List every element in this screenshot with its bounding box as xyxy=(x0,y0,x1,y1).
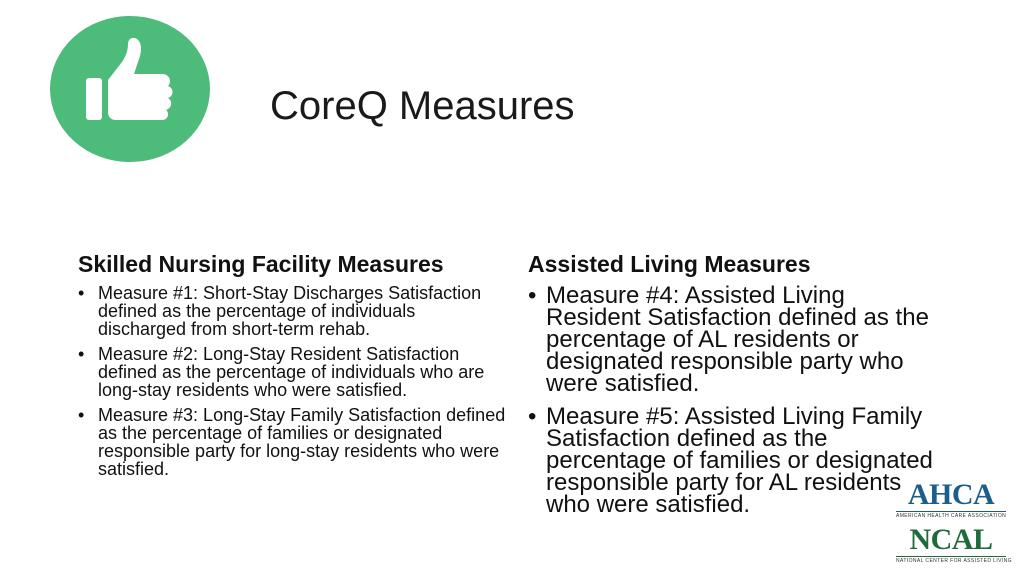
bullet: • xyxy=(78,405,85,425)
measure-text: Measure #2: Long-Stay Resident Satisfaction defined as the percentage of individuals who are long-stay residents who were satisfied. xyxy=(98,344,485,400)
al-heading: Assisted Living Measures xyxy=(528,251,811,277)
association-logos xyxy=(896,478,1012,564)
ncal-logo-text: NCAL xyxy=(909,523,993,556)
thumbs-up-badge xyxy=(50,16,210,162)
measure-text: Measure #3: Long-Stay Family Satisfaction defined as the percentage of families or designated responsible party for long-stay residents who were satisfied. xyxy=(98,405,506,479)
measure-text: Measure #1: Short-Stay Discharges Satisfaction defined as the percentage of individuals discharged from short-term rehab. xyxy=(98,283,482,339)
bullet: • xyxy=(528,403,537,430)
thumbs-up-icon xyxy=(50,16,210,162)
snf-measure-list xyxy=(78,284,508,478)
measure-text: Measure #5: Assisted Living Family Satisfaction defined as the percentage of families or designated responsible party for AL residents who were satisfied. xyxy=(546,403,933,518)
bullet: • xyxy=(78,283,85,303)
list-item xyxy=(528,282,938,397)
list-item xyxy=(78,345,508,399)
ahca-logo-subtitle: AMERICAN HEALTH CARE ASSOCIATION xyxy=(896,513,1007,519)
list-item xyxy=(78,284,508,338)
al-measures-column xyxy=(528,250,938,516)
ahca-logo-text: AHCA xyxy=(907,478,995,511)
al-measure-list xyxy=(528,282,938,518)
snf-heading: Skilled Nursing Facility Measures xyxy=(78,251,444,277)
ncal-logo xyxy=(896,523,1012,564)
ahca-logo xyxy=(896,480,1006,519)
list-item xyxy=(528,403,938,518)
bullet: • xyxy=(528,282,537,309)
slide-title: CoreQ Measures xyxy=(270,84,575,128)
list-item xyxy=(78,406,508,478)
bullet: • xyxy=(78,344,85,364)
snf-measures-column xyxy=(78,250,508,478)
measure-text: Measure #4: Assisted Living Resident Satisfaction defined as the percentage of AL residents or designated responsible party who were satisfied. xyxy=(546,282,929,397)
ncal-logo-subtitle: NATIONAL CENTER FOR ASSISTED LIVING xyxy=(896,558,1012,564)
